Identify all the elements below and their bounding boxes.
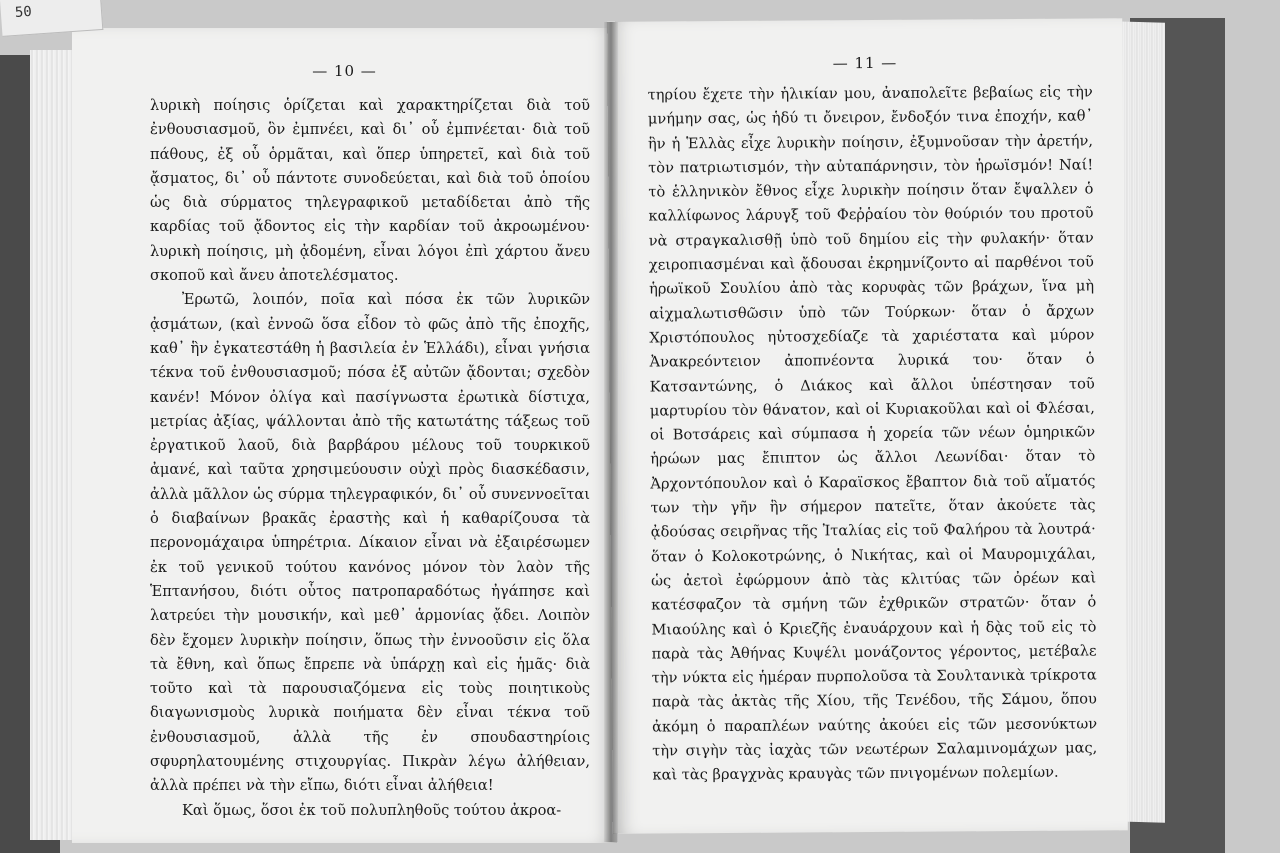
paragraph: λυρικὴ ποίησις ὁρίζεται καὶ χαρακτηρίζεται διὰ τοῦ ἐνθουσιασμοῦ, ὃν ἐμπνέει, καὶ δι᾽ οὗ ἐμπνέεται· διὰ τοῦ πάθους, ἐξ οὗ ὁρμᾶται, καὶ ὅπερ ὑπηρετεῖ, καὶ διὰ τοῦ ᾄσματος, δι᾽ οὗ πάντοτε συνοδεύεται, καὶ διὰ τοῦ ὁποίου ὡς διὰ σύρματος τηλεγραφικοῦ μεταδίδεται ἀπὸ τῆς καρδίας τοῦ ᾄδοντος εἰς τὴν καρδίαν τοῦ ἀκροωμένου· λυρικὴ ποίησις, μὴ ᾀδομένη, εἶναι λόγοι ἐπὶ χάρτου ἄνευ σκοποῦ καὶ ἄνευ ἀποτελέσματος. (150, 97, 590, 285)
right-page-text (648, 80, 1098, 788)
library-tag-label: 50 (14, 3, 33, 21)
paragraph: Καὶ ὅμως, ὅσοι ἐκ τοῦ πολυπληθοῦς τούτου ἀκροα- (182, 801, 562, 819)
left-page-text (150, 94, 590, 823)
left-page (72, 28, 617, 843)
paragraph: Ἐρωτῶ, λοιπόν, ποῖα καὶ πόσα ἐκ τῶν λυρικῶν ᾀσμάτων, (καὶ ἐννοῶ ὅσα εἶδον τὸ φῶς ἀπὸ τῆς ἐποχῆς, καθ᾽ ἣν ἐγκατεστάθη ἡ βασιλεία ἐν Ἑλλάδι), εἶναι γνήσια τέκνα τοῦ ἐνθουσιασμοῦ; πόσα ἐξ αὐτῶν ᾄδονται; σχεδὸν κανέν! Μόνον ὀλίγα καὶ πασίγνωστα ἐρωτικὰ δίστιχα, μετρίας ἀξίας, ψάλλονται ἀπὸ τῆς κατωτάτης τάξεως τοῦ ἐργατικοῦ λαοῦ, διὰ βαρβάρου μέλους τοῦ τουρκικοῦ ἀμανέ, καὶ ταῦτα χρησιμεύουσιν οὐχὶ πρὸς διασκέδασιν, ἀλλὰ μᾶλλον ὡς σύρμα τηλεγραφικόν, δι᾽ οὗ συνεννοεῖται ὁ διαβαίνων βρακᾶς ἐραστὴς καὶ ἡ καθαρίζουσα τὰ περονομάχαιρα ὑπηρέτρια. Δίκαιον εἶναι νὰ ἐξαιρέσωμεν ἐκ τοῦ γενικοῦ τούτου κανόνος μόνον τὸν λαὸν τῆς Ἑπτανήσου, διότι οὗτος πατροπαραδότως ἠγάπησε καὶ λατρεύει τὴν μουσικήν, καὶ μεθ᾽ ἁρμονίας ᾄδει. Λοιπὸν δὲν ἔχομεν λυρικὴν ποίησιν, ὅπως τὴν ἐννοοῦσιν εἰς ὅλα τὰ ἔθνη, καὶ ὅπως ἔπρεπε νὰ ὑπάρχῃ καὶ εἰς ἡμᾶς· διὰ τοῦτο καὶ τὰ παρουσιαζόμενα εἰς τοὺς ποιητικοὺς διαγωνισμοὺς λυρικὰ ποιήματα δὲν εἶναι τέκνα τοῦ ἐνθουσιασμοῦ, ἀλλὰ τῆς ἐν σπουδαστηρίοις σφυρηλατουμένης στιχουργίας. Πικρὰν λέγω ἀλήθειαν, ἀλλὰ πρέπει νὰ τὴν εἴπω, διότι εἶναι ἀλήθεια! (150, 291, 590, 795)
right-page-number: — 11 — (832, 53, 898, 73)
paragraph: τηρίου ἔχετε τὴν ἡλικίαν μου, ἀναπολεῖτε βεβαίως εἰς τὴν μνήμην σας, ὡς ἡδύ τι ὄνειρον, ἔνδοξόν τινα ἐποχήν, καθ᾽ ἣν ἡ Ἑλλὰς εἶχε λυρικὴν ποίησιν, ἐξυμνοῦσαν τὴν ἀρετήν, τὸν πατριωτισμόν, τὴν αὐταπάρνησιν, τὸν ἡρωϊσμόν! Ναί! τὸ ἑλληνικὸν ἔθνος εἶχε λυρικὴν ποίησιν ὅταν ἔψαλλεν ὁ καλλίφωνος λάρυγξ τοῦ Φεῤῥαίου τὸν θούριόν του προτοῦ νὰ στραγκαλισθῇ ὑπὸ τοῦ δημίου εἰς τὴν φυλακήν· ὅταν χειροπιασμέναι καὶ ᾄδουσαι ἐκρημνίζοντο αἱ παρθένοι τοῦ ἡρωϊκοῦ Σουλίου ἀπὸ τὰς κορυφὰς τῶν βράχων, ἵνα μὴ αἰχμαλωτισθῶσιν ὑπὸ τῶν Τούρκων· ὅταν ὁ ἄρχων Χριστόπουλος ηὐτοσχεδίαζε τὰ χαριέστατα καὶ μύρον Ἀνακρεόντειον ἀποπνέοντα λυρικά του· ὅταν ὁ Κατσαντώνης, ὁ Διάκος καὶ ἄλλοι ὑπέστησαν τοῦ μαρτυρίου τὸν θάνατον, καὶ οἱ Κυριακοῦλαι καὶ οἱ Φλέσαι, οἱ Βοτσάρεις καὶ σύμπασα ἡ χορεία τῶν νέων ὁμηρικῶν ἡρώων μας ἔπιπτον ὡς ἄλλοι Λεωνίδαι· ὅταν τὸ Ἀρχοντόπουλον καὶ ὁ Καραϊσκος ἔβαπτον διὰ τοῦ αἵματός των τὴν γῆν ἣν σήμερον πατεῖτε, ὅταν ἀκούετε τὰς ᾀδούσας σειρῆνας τῆς Ἰταλίας εἰς τοῦ Φαλήρου τὰ λουτρά· ὅταν ὁ Κολοκοτρώνης, ὁ Νικήτας, καὶ οἱ Μαυρομιχάλαι, ὡς ἀετοὶ ἐφώρμουν ἀπὸ τὰς κλιτύας τῶν ὀρέων καὶ κατέσφαζον τὰ σμήνη τῶν ἐχθρικῶν στρατῶν· ὅταν ὁ Μιαούλης καὶ ὁ Κριεζῆς ἐναυάρχουν καὶ ἡ δᾲς τοῦ εἰς τὸ παρὰ τὰς Ἀθήνας Κυψέλι μονάζοντος γέροντος, μετέβαλε τὴν νύκτα εἰς ἡμέραν πυρπολοῦσα τὰ Σουλτανικὰ τρίκροτα παρὰ τὰς ἀκτὰς τῆς Χίου, τῆς Τενέδου, τῆς Σάμου, ὅπου ἀκόμη ὁ παραπλέων ναύτης ἀκούει εἰς τῶν μεσονύκτων τὴν σιγὴν τὰς ἰαχὰς τῶν νεωτέρων Σαλαμινομάχων μας, καὶ τὰς βραγχνὰς κραυγὰς τῶν πνιγομένων πολεμίων. (647, 83, 1098, 784)
right-page (607, 18, 1128, 834)
book-spine-gutter (604, 22, 618, 842)
left-page-number: — 10 — (312, 62, 377, 80)
page-edges-left (30, 50, 78, 840)
